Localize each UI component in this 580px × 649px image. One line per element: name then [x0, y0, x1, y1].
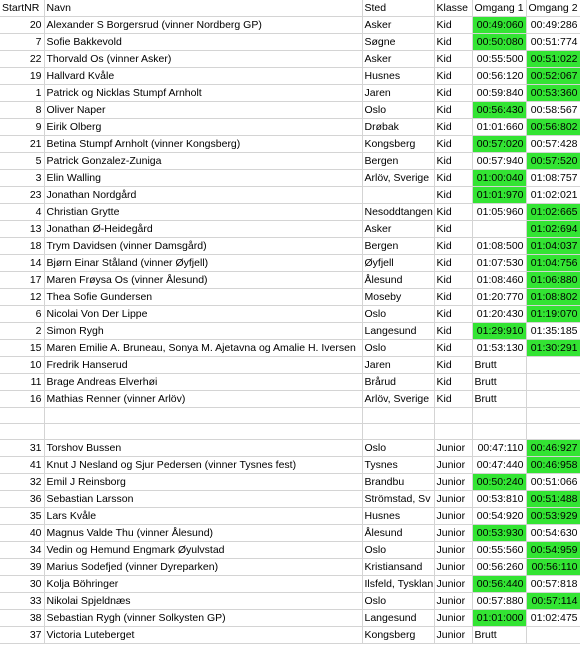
- cell-sted[interactable]: Bergen: [362, 238, 434, 255]
- cell-klasse[interactable]: Kid: [434, 238, 472, 255]
- cell-omgang2[interactable]: 00:56:110: [526, 559, 580, 576]
- header-klasse[interactable]: Klasse: [434, 0, 472, 17]
- cell-omgang2[interactable]: 00:56:802: [526, 119, 580, 136]
- cell-startnr[interactable]: 17: [0, 272, 44, 289]
- cell-sted[interactable]: Jaren: [362, 357, 434, 374]
- table-row: [0, 593, 580, 610]
- table-row: [0, 474, 580, 491]
- cell-omgang1[interactable]: [472, 424, 526, 440]
- cell-omgang2[interactable]: [526, 408, 580, 424]
- cell-omgang2[interactable]: [526, 627, 580, 644]
- cell-klasse[interactable]: Kid: [434, 374, 472, 391]
- table-row: [0, 440, 580, 457]
- table-row: [0, 306, 580, 323]
- cell-omgang2[interactable]: 01:06:880: [526, 272, 580, 289]
- cell-omgang1[interactable]: 00:50:240: [472, 474, 526, 491]
- cell-omgang1[interactable]: 00:53:810: [472, 491, 526, 508]
- cell-klasse[interactable]: Kid: [434, 85, 472, 102]
- cell-startnr[interactable]: [0, 408, 44, 424]
- cell-navn[interactable]: Knut J Nesland og Sjur Pedersen (vinner Tysnes fest): [44, 457, 362, 474]
- cell-omgang1[interactable]: 01:01:660: [472, 119, 526, 136]
- cell-navn[interactable]: Marius Sodefjed (vinner Dyreparken): [44, 559, 362, 576]
- cell-startnr[interactable]: 12: [0, 289, 44, 306]
- cell-startnr[interactable]: 5: [0, 153, 44, 170]
- cell-sted[interactable]: Ålesund: [362, 525, 434, 542]
- cell-klasse[interactable]: Junior: [434, 525, 472, 542]
- cell-navn[interactable]: Eirik Olberg: [44, 119, 362, 136]
- cell-klasse[interactable]: Junior: [434, 593, 472, 610]
- cell-omgang2[interactable]: 00:51:774: [526, 34, 580, 51]
- cell-startnr[interactable]: 20: [0, 17, 44, 34]
- cell-sted[interactable]: Kongsberg: [362, 136, 434, 153]
- cell-navn[interactable]: Brage Andreas Elverhøi: [44, 374, 362, 391]
- cell-omgang2[interactable]: 01:04:037: [526, 238, 580, 255]
- cell-navn[interactable]: Patrick Gonzalez-Zuniga: [44, 153, 362, 170]
- cell-navn[interactable]: Jonathan Ø-Heidegård: [44, 221, 362, 238]
- table-row: [0, 68, 580, 85]
- cell-startnr[interactable]: 37: [0, 627, 44, 644]
- cell-klasse[interactable]: Junior: [434, 610, 472, 627]
- cell-sted[interactable]: Øyfjell: [362, 255, 434, 272]
- cell-navn[interactable]: Betina Stumpf Arnholt (vinner Kongsberg): [44, 136, 362, 153]
- cell-omgang2[interactable]: 00:46:927: [526, 440, 580, 457]
- table-row: [0, 542, 580, 559]
- cell-sted[interactable]: Nesoddtangen: [362, 204, 434, 221]
- cell-sted[interactable]: Kristiansand: [362, 559, 434, 576]
- cell-omgang1[interactable]: [472, 408, 526, 424]
- cell-omgang1[interactable]: 01:29:910: [472, 323, 526, 340]
- cell-omgang1[interactable]: 00:50:080: [472, 34, 526, 51]
- cell-sted[interactable]: Drøbak: [362, 119, 434, 136]
- cell-klasse[interactable]: Junior: [434, 474, 472, 491]
- cell-navn[interactable]: Fredrik Hanserud: [44, 357, 362, 374]
- cell-navn[interactable]: Bjørn Einar Ståland (vinner Øyfjell): [44, 255, 362, 272]
- cell-navn[interactable]: Sebastian Rygh (vinner Solkysten GP): [44, 610, 362, 627]
- cell-startnr[interactable]: 14: [0, 255, 44, 272]
- table-row: [0, 204, 580, 221]
- cell-omgang1[interactable]: 01:20:430: [472, 306, 526, 323]
- cell-omgang1[interactable]: 01:01:000: [472, 610, 526, 627]
- cell-omgang2[interactable]: 00:53:929: [526, 508, 580, 525]
- cell-klasse[interactable]: Kid: [434, 119, 472, 136]
- cell-omgang2[interactable]: 01:08:757: [526, 170, 580, 187]
- cell-omgang1[interactable]: Brutt: [472, 627, 526, 644]
- cell-navn[interactable]: Lars Kvåle: [44, 508, 362, 525]
- cell-omgang2[interactable]: 01:08:802: [526, 289, 580, 306]
- cell-omgang1[interactable]: 00:59:840: [472, 85, 526, 102]
- table-row: [0, 491, 580, 508]
- cell-navn[interactable]: Trym Davidsen (vinner Damsgård): [44, 238, 362, 255]
- cell-omgang1[interactable]: [472, 221, 526, 238]
- table-row: [0, 391, 580, 408]
- cell-omgang1[interactable]: 00:53:930: [472, 525, 526, 542]
- cell-navn[interactable]: Nikolai Spjeldnæs: [44, 593, 362, 610]
- cell-startnr[interactable]: 40: [0, 525, 44, 542]
- cell-omgang2[interactable]: 00:54:959: [526, 542, 580, 559]
- table-row: [0, 424, 580, 440]
- cell-omgang2[interactable]: 00:51:066: [526, 474, 580, 491]
- cell-sted[interactable]: Jaren: [362, 85, 434, 102]
- cell-omgang2[interactable]: 01:02:475: [526, 610, 580, 627]
- cell-navn[interactable]: [44, 424, 362, 440]
- table-row: [0, 289, 580, 306]
- cell-omgang2[interactable]: 00:52:067: [526, 68, 580, 85]
- table-row: [0, 508, 580, 525]
- cell-omgang2[interactable]: [526, 357, 580, 374]
- cell-sted[interactable]: [362, 424, 434, 440]
- cell-navn[interactable]: Torshov Bussen: [44, 440, 362, 457]
- table-row: [0, 340, 580, 357]
- cell-startnr[interactable]: 33: [0, 593, 44, 610]
- cell-omgang2[interactable]: 01:02:665: [526, 204, 580, 221]
- cell-navn[interactable]: Thea Sofie Gundersen: [44, 289, 362, 306]
- table-row: [0, 51, 580, 68]
- cell-startnr[interactable]: 18: [0, 238, 44, 255]
- cell-sted[interactable]: Arlöv, Sverige: [362, 391, 434, 408]
- cell-klasse[interactable]: [434, 424, 472, 440]
- cell-sted[interactable]: Oslo: [362, 593, 434, 610]
- table-row: [0, 238, 580, 255]
- cell-klasse[interactable]: Kid: [434, 204, 472, 221]
- cell-sted[interactable]: Oslo: [362, 306, 434, 323]
- cell-navn[interactable]: Maren Emilie A. Bruneau, Sonya M. Ajetavna og Amalie H. Iversen: [44, 340, 362, 357]
- cell-omgang2[interactable]: [526, 391, 580, 408]
- header-omgang1[interactable]: Omgang 1: [472, 0, 526, 17]
- cell-omgang2[interactable]: 01:35:185: [526, 323, 580, 340]
- cell-omgang1[interactable]: 00:57:020: [472, 136, 526, 153]
- cell-sted[interactable]: Oslo: [362, 440, 434, 457]
- cell-startnr[interactable]: 38: [0, 610, 44, 627]
- cell-navn[interactable]: Mathias Renner (vinner Arlöv): [44, 391, 362, 408]
- cell-omgang1[interactable]: Brutt: [472, 391, 526, 408]
- cell-navn[interactable]: Thorvald Os (vinner Asker): [44, 51, 362, 68]
- cell-navn[interactable]: Elin Walling: [44, 170, 362, 187]
- cell-klasse[interactable]: Junior: [434, 576, 472, 593]
- cell-omgang2[interactable]: 00:53:360: [526, 85, 580, 102]
- cell-omgang1[interactable]: 01:05:960: [472, 204, 526, 221]
- cell-startnr[interactable]: 35: [0, 508, 44, 525]
- cell-klasse[interactable]: Kid: [434, 102, 472, 119]
- cell-startnr[interactable]: 39: [0, 559, 44, 576]
- cell-klasse[interactable]: Kid: [434, 357, 472, 374]
- cell-navn[interactable]: Christian Grytte: [44, 204, 362, 221]
- cell-navn[interactable]: Oliver Naper: [44, 102, 362, 119]
- cell-startnr[interactable]: [0, 424, 44, 440]
- table-row: [0, 153, 580, 170]
- cell-klasse[interactable]: Kid: [434, 221, 472, 238]
- cell-omgang1[interactable]: 01:08:460: [472, 272, 526, 289]
- cell-klasse[interactable]: Kid: [434, 255, 472, 272]
- cell-klasse[interactable]: [434, 408, 472, 424]
- cell-sted[interactable]: Oslo: [362, 102, 434, 119]
- table-row: [0, 187, 580, 204]
- cell-klasse[interactable]: Junior: [434, 491, 472, 508]
- cell-navn[interactable]: Magnus Valde Thu (vinner Ålesund): [44, 525, 362, 542]
- table-row: [0, 272, 580, 289]
- cell-sted[interactable]: Langesund: [362, 323, 434, 340]
- cell-klasse[interactable]: Kid: [434, 340, 472, 357]
- cell-omgang1[interactable]: 01:00:040: [472, 170, 526, 187]
- cell-klasse[interactable]: Kid: [434, 306, 472, 323]
- table-row: [0, 323, 580, 340]
- table-row: [0, 85, 580, 102]
- cell-navn[interactable]: Alexander S Borgersrud (vinner Nordberg GP): [44, 17, 362, 34]
- cell-klasse[interactable]: Junior: [434, 627, 472, 644]
- cell-navn[interactable]: Victoria Luteberget: [44, 627, 362, 644]
- cell-startnr[interactable]: 1: [0, 85, 44, 102]
- cell-omgang1[interactable]: 00:55:500: [472, 51, 526, 68]
- cell-startnr[interactable]: 10: [0, 357, 44, 374]
- cell-omgang2[interactable]: [526, 424, 580, 440]
- cell-sted[interactable]: Asker: [362, 221, 434, 238]
- cell-omgang1[interactable]: 00:54:920: [472, 508, 526, 525]
- cell-omgang1[interactable]: Brutt: [472, 374, 526, 391]
- cell-klasse[interactable]: Kid: [434, 17, 472, 34]
- cell-navn[interactable]: Hallvard Kvåle: [44, 68, 362, 85]
- cell-omgang2[interactable]: 00:58:567: [526, 102, 580, 119]
- cell-sted[interactable]: Søgne: [362, 34, 434, 51]
- cell-startnr[interactable]: 13: [0, 221, 44, 238]
- cell-sted[interactable]: Husnes: [362, 508, 434, 525]
- cell-omgang2[interactable]: 01:02:694: [526, 221, 580, 238]
- cell-omgang2[interactable]: 01:04:756: [526, 255, 580, 272]
- cell-startnr[interactable]: 19: [0, 68, 44, 85]
- cell-omgang1[interactable]: 01:53:130: [472, 340, 526, 357]
- cell-startnr[interactable]: 4: [0, 204, 44, 221]
- cell-omgang1[interactable]: 00:56:430: [472, 102, 526, 119]
- cell-startnr[interactable]: 8: [0, 102, 44, 119]
- cell-startnr[interactable]: 41: [0, 457, 44, 474]
- table-row: [0, 119, 580, 136]
- table-row: [0, 170, 580, 187]
- cell-navn[interactable]: Emil J Reinsborg: [44, 474, 362, 491]
- cell-startnr[interactable]: 30: [0, 576, 44, 593]
- cell-startnr[interactable]: 11: [0, 374, 44, 391]
- cell-sted[interactable]: Brandbu: [362, 474, 434, 491]
- cell-navn[interactable]: Jonathan Nordgård: [44, 187, 362, 204]
- cell-sted[interactable]: [362, 187, 434, 204]
- cell-omgang2[interactable]: [526, 374, 580, 391]
- header-omgang2[interactable]: Omgang 2: [526, 0, 580, 17]
- table-row: [0, 627, 580, 644]
- cell-navn[interactable]: Patrick og Nicklas Stumpf Arnholt: [44, 85, 362, 102]
- cell-omgang2[interactable]: 01:19:070: [526, 306, 580, 323]
- table-row: [0, 610, 580, 627]
- cell-klasse[interactable]: Junior: [434, 559, 472, 576]
- cell-startnr[interactable]: 15: [0, 340, 44, 357]
- cell-startnr[interactable]: 34: [0, 542, 44, 559]
- table-row: [0, 374, 580, 391]
- table-row: [0, 559, 580, 576]
- header-navn[interactable]: Navn: [44, 0, 362, 17]
- cell-navn[interactable]: Kolja Böhringer: [44, 576, 362, 593]
- cell-sted[interactable]: Strömstad, Sv: [362, 491, 434, 508]
- cell-sted[interactable]: Brårud: [362, 374, 434, 391]
- table-row: [0, 408, 580, 424]
- cell-omgang2[interactable]: 00:46:958: [526, 457, 580, 474]
- cell-startnr[interactable]: 7: [0, 34, 44, 51]
- header-sted[interactable]: Sted: [362, 0, 434, 17]
- cell-omgang1[interactable]: 00:56:260: [472, 559, 526, 576]
- cell-klasse[interactable]: Junior: [434, 542, 472, 559]
- cell-sted[interactable]: Bergen: [362, 153, 434, 170]
- cell-klasse[interactable]: Kid: [434, 272, 472, 289]
- cell-sted[interactable]: [362, 408, 434, 424]
- table-row: [0, 255, 580, 272]
- cell-klasse[interactable]: Kid: [434, 34, 472, 51]
- cell-omgang2[interactable]: 00:57:428: [526, 136, 580, 153]
- table-row: [0, 525, 580, 542]
- cell-omgang2[interactable]: 01:02:021: [526, 187, 580, 204]
- cell-klasse[interactable]: Kid: [434, 170, 472, 187]
- cell-startnr[interactable]: 21: [0, 136, 44, 153]
- cell-startnr[interactable]: 16: [0, 391, 44, 408]
- cell-klasse[interactable]: Kid: [434, 51, 472, 68]
- cell-omgang2[interactable]: 00:49:286: [526, 17, 580, 34]
- cell-omgang1[interactable]: 01:20:770: [472, 289, 526, 306]
- cell-sted[interactable]: Langesund: [362, 610, 434, 627]
- cell-sted[interactable]: Ilsfeld, Tysklan: [362, 576, 434, 593]
- cell-navn[interactable]: Maren Frøysa Os (vinner Ålesund): [44, 272, 362, 289]
- cell-sted[interactable]: Asker: [362, 51, 434, 68]
- header-startnr[interactable]: StartNR: [0, 0, 44, 17]
- cell-omgang2[interactable]: 00:57:520: [526, 153, 580, 170]
- cell-klasse[interactable]: Junior: [434, 440, 472, 457]
- cell-omgang1[interactable]: 00:55:560: [472, 542, 526, 559]
- table-row: [0, 576, 580, 593]
- cell-sted[interactable]: Asker: [362, 17, 434, 34]
- cell-omgang1[interactable]: Brutt: [472, 357, 526, 374]
- cell-omgang2[interactable]: 00:57:114: [526, 593, 580, 610]
- cell-omgang2[interactable]: 00:51:488: [526, 491, 580, 508]
- cell-startnr[interactable]: 23: [0, 187, 44, 204]
- cell-omgang1[interactable]: 00:47:110: [472, 440, 526, 457]
- cell-navn[interactable]: [44, 408, 362, 424]
- cell-navn[interactable]: Nicolai Von Der Lippe: [44, 306, 362, 323]
- cell-klasse[interactable]: Kid: [434, 323, 472, 340]
- cell-omgang1[interactable]: 01:07:530: [472, 255, 526, 272]
- table-row: [0, 34, 580, 51]
- cell-klasse[interactable]: Kid: [434, 391, 472, 408]
- cell-omgang2[interactable]: 00:51:022: [526, 51, 580, 68]
- table-row: [0, 17, 580, 34]
- cell-klasse[interactable]: Kid: [434, 136, 472, 153]
- cell-sted[interactable]: Kongsberg: [362, 627, 434, 644]
- cell-navn[interactable]: Sofie Bakkevold: [44, 34, 362, 51]
- cell-sted[interactable]: Husnes: [362, 68, 434, 85]
- table-row: [0, 221, 580, 238]
- cell-omgang1[interactable]: 00:56:440: [472, 576, 526, 593]
- cell-sted[interactable]: Moseby: [362, 289, 434, 306]
- cell-omgang1[interactable]: 01:01:970: [472, 187, 526, 204]
- cell-omgang1[interactable]: 00:57:880: [472, 593, 526, 610]
- cell-startnr[interactable]: 32: [0, 474, 44, 491]
- header-row: [0, 0, 580, 17]
- cell-sted[interactable]: Arlöv, Sverige: [362, 170, 434, 187]
- cell-startnr[interactable]: 31: [0, 440, 44, 457]
- cell-sted[interactable]: Ålesund: [362, 272, 434, 289]
- cell-startnr[interactable]: 3: [0, 170, 44, 187]
- table-row: [0, 102, 580, 119]
- cell-navn[interactable]: Simon Rygh: [44, 323, 362, 340]
- cell-startnr[interactable]: 2: [0, 323, 44, 340]
- cell-navn[interactable]: Sebastian Larsson: [44, 491, 362, 508]
- cell-sted[interactable]: Oslo: [362, 542, 434, 559]
- cell-omgang1[interactable]: 00:57:940: [472, 153, 526, 170]
- cell-omgang2[interactable]: 01:30:291: [526, 340, 580, 357]
- table-row: [0, 457, 580, 474]
- cell-klasse[interactable]: Kid: [434, 187, 472, 204]
- table-row: [0, 136, 580, 153]
- cell-klasse[interactable]: Junior: [434, 457, 472, 474]
- cell-omgang1[interactable]: 00:49:060: [472, 17, 526, 34]
- cell-startnr[interactable]: 22: [0, 51, 44, 68]
- cell-klasse[interactable]: Kid: [434, 68, 472, 85]
- cell-omgang1[interactable]: 00:56:120: [472, 68, 526, 85]
- cell-startnr[interactable]: 9: [0, 119, 44, 136]
- cell-omgang2[interactable]: 00:57:818: [526, 576, 580, 593]
- cell-sted[interactable]: Oslo: [362, 340, 434, 357]
- table-row: [0, 357, 580, 374]
- cell-navn[interactable]: Vedin og Hemund Engmark Øyulvstad: [44, 542, 362, 559]
- cell-klasse[interactable]: Kid: [434, 289, 472, 306]
- cell-klasse[interactable]: Kid: [434, 153, 472, 170]
- cell-startnr[interactable]: 36: [0, 491, 44, 508]
- cell-sted[interactable]: Tysnes: [362, 457, 434, 474]
- cell-omgang1[interactable]: 00:47:440: [472, 457, 526, 474]
- cell-startnr[interactable]: 6: [0, 306, 44, 323]
- cell-omgang1[interactable]: 01:08:500: [472, 238, 526, 255]
- cell-klasse[interactable]: Junior: [434, 508, 472, 525]
- cell-omgang2[interactable]: 00:54:630: [526, 525, 580, 542]
